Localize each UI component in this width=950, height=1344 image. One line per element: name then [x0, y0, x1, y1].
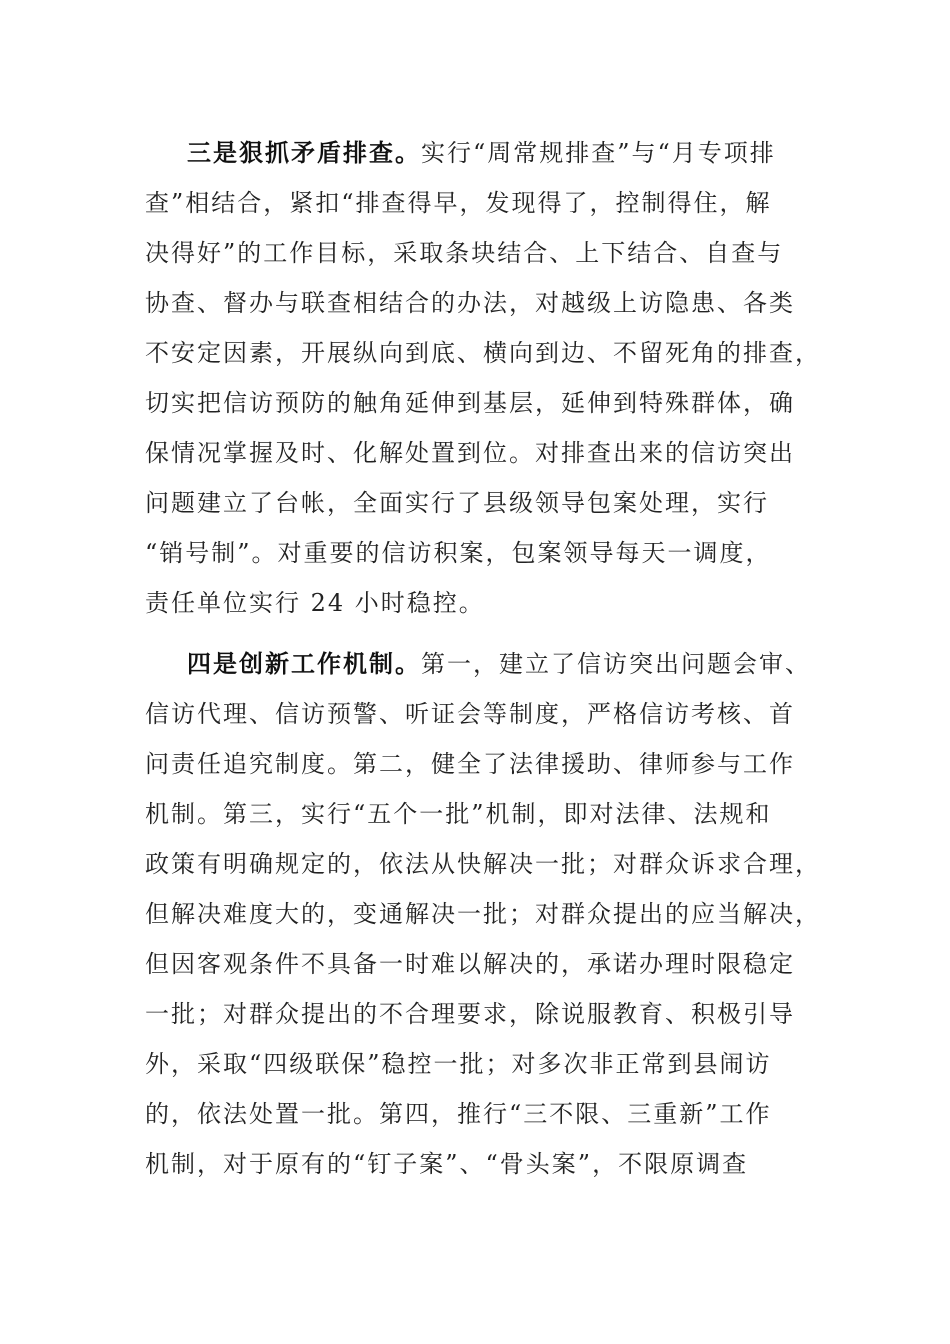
paragraph-line: 但解决难度大的，变通解决一批；对群众提出的应当解决， [145, 900, 821, 928]
paragraph-line: 保情况掌握及时、化解处置到位。对排查出来的信访突出 [145, 439, 795, 467]
paragraph-1-lead: 三是狠抓矛盾排查。 [187, 138, 421, 167]
paragraph-line: 问题建立了台帐，全面实行了县级领导包案处理，实行 [145, 489, 769, 517]
paragraph-line: 切实把信访预防的触角延伸到基层，延伸到特殊群体，确 [145, 389, 795, 417]
document-body [145, 128, 821, 1189]
paragraph-line: 机制，对于原有的“钉子案”、“骨头案”，不限原调查 [145, 1150, 749, 1178]
paragraph-line: 查”相结合，紧扣“排查得早，发现得了，控制得住，解 [145, 189, 772, 217]
paragraph-line: 问责任追究制度。第二，健全了法律援助、律师参与工作 [145, 750, 795, 778]
paragraph-line: 外，采取“四级联保”稳控一批；对多次非正常到县闹访 [145, 1050, 772, 1078]
paragraph-2-first-line-text: 第一，建立了信访突出问题会审、 [421, 650, 811, 678]
paragraph-line: 但因客观条件不具备一时难以解决的，承诺办理时限稳定 [145, 950, 795, 978]
paragraph-line: 不安定因素，开展纵向到底、横向到边、不留死角的排查， [145, 339, 821, 367]
paragraph-line: 的，依法处置一批。第四，推行“三不限、三重新”工作 [145, 1100, 772, 1128]
paragraph-line: “销号制”。对重要的信访积案，包案领导每天一调度， [145, 539, 772, 567]
paragraph-2-line-1 [145, 639, 811, 689]
paragraph-line: 责任单位实行 24 小时稳控。 [145, 589, 485, 617]
paragraph-2 [145, 639, 821, 1189]
paragraph-line: 信访代理、信访预警、听证会等制度，严格信访考核、首 [145, 700, 795, 728]
paragraph-2-lead: 四是创新工作机制。 [187, 649, 421, 678]
paragraph-line: 机制。第三，实行“五个一批”机制，即对法律、法规和 [145, 800, 772, 828]
paragraph-spacer [145, 628, 805, 639]
paragraph-line: 一批；对群众提出的不合理要求，除说服教育、积极引导 [145, 1000, 795, 1028]
paragraph-1-first-line-text: 实行“周常规排查”与“月专项排 [421, 139, 776, 167]
paragraph-1 [145, 128, 821, 628]
paragraph-line: 政策有明确规定的，依法从快解决一批；对群众诉求合理， [145, 850, 821, 878]
paragraph-1-line-1 [145, 128, 805, 178]
paragraph-line: 决得好”的工作目标，采取条块结合、上下结合、自查与 [145, 239, 784, 267]
paragraph-line: 协查、督办与联查相结合的办法，对越级上访隐患、各类 [145, 289, 795, 317]
